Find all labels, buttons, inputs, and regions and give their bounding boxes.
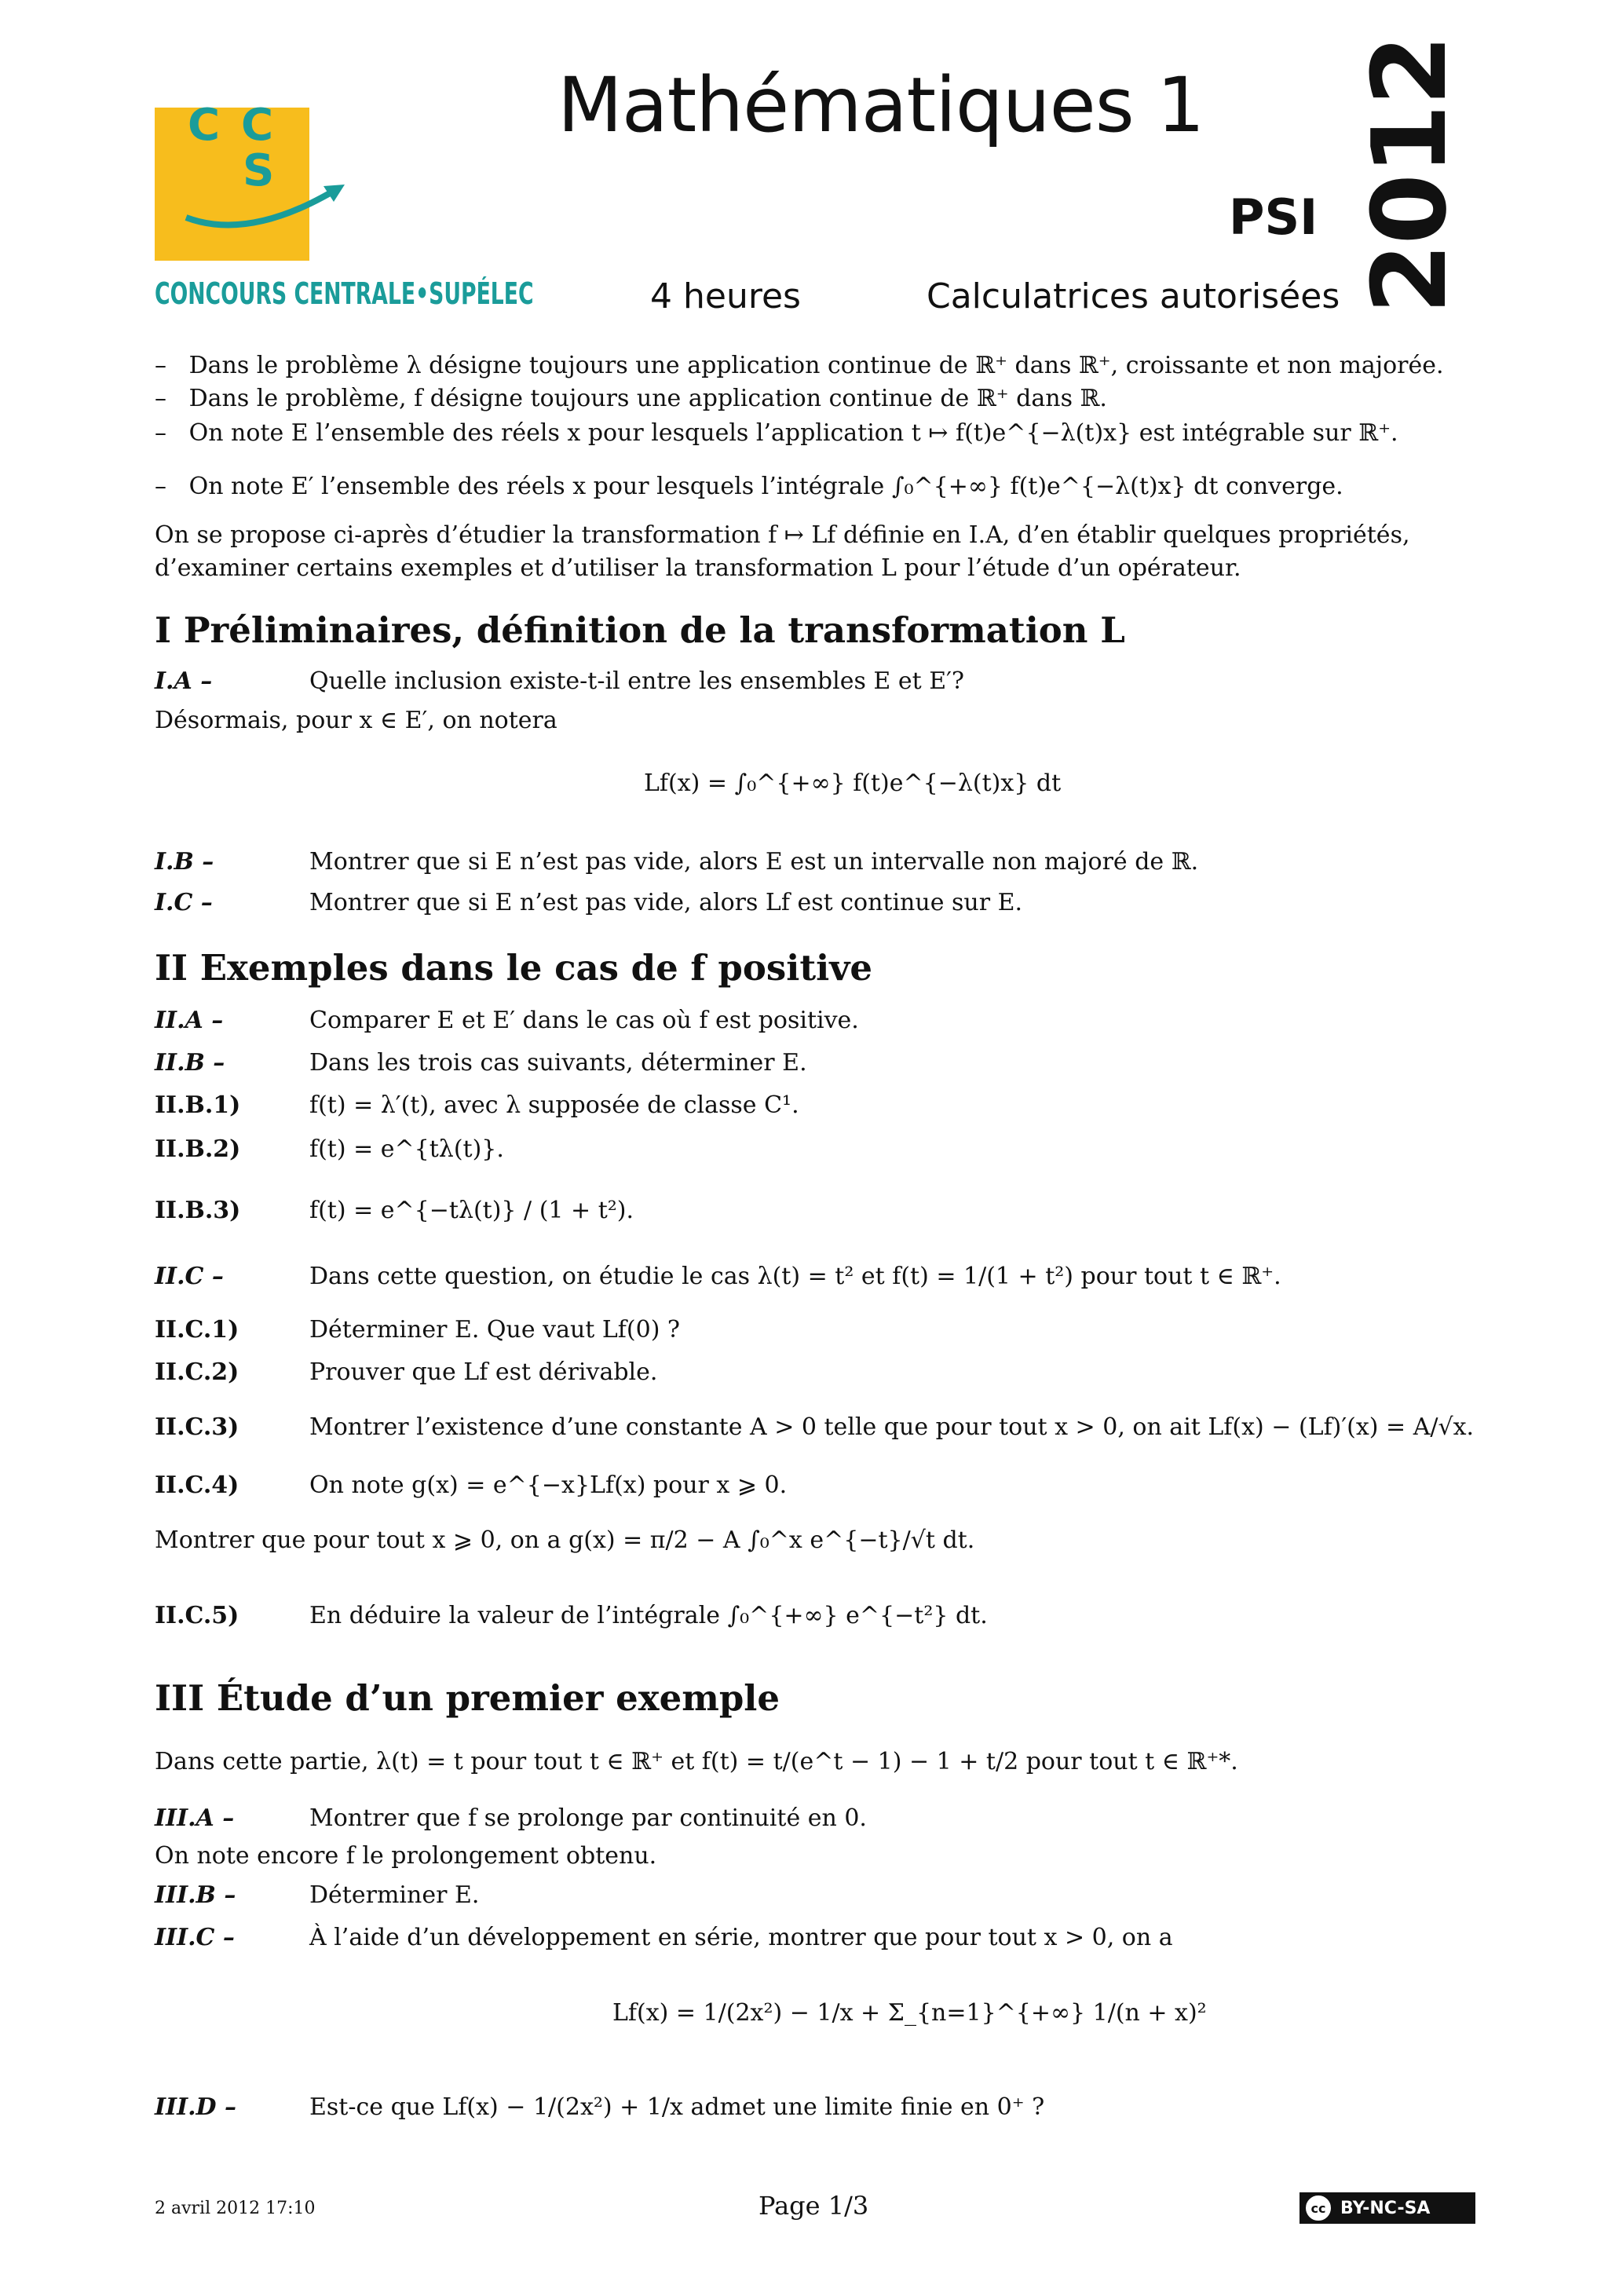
question-IIIB-text: Déterminer E. <box>309 1881 480 1909</box>
question-IIB3-text: f(t) = e^{−tλ(t)} / (1 + t²). <box>309 1197 634 1224</box>
question-IIB2-text: f(t) = e^{tλ(t)}. <box>309 1135 504 1163</box>
section-3-intro: Dans cette partie, λ(t) = t pour tout t ∈ ℝ⁺ et f(t) = t/(e^t − 1) − 1 + t/2 pour tout t ∈ ℝ⁺*. <box>155 1748 1238 1775</box>
logo <box>155 100 309 261</box>
question-IC-label: I.C – <box>155 889 213 916</box>
question-IIC5-label: II.C.5) <box>155 1602 239 1629</box>
track-label: PSI <box>1229 188 1318 246</box>
question-IA-label: I.A – <box>155 667 213 695</box>
question-IIB3-label: II.B.3) <box>155 1197 241 1224</box>
question-IIIA-note: On note encore f le prolongement obtenu. <box>155 1842 657 1870</box>
question-IB-text: Montrer que si E n’est pas vide, alors E est un intervalle non majoré de ℝ. <box>309 848 1199 876</box>
intro-bullet-2: – Dans le problème, f désigne toujours une application continue de ℝ⁺ dans ℝ. <box>155 385 1107 412</box>
page-title: Mathématiques 1 <box>557 61 1204 149</box>
intro-bullet-4-text: On note E′ l’ensemble des réels x pour lesquels l’intégrale ∫₀^{+∞} f(t)e^{−λ(t)x} dt converge. <box>188 473 1343 500</box>
question-IIC3-label: II.C.3) <box>155 1413 239 1441</box>
question-IC-text: Montrer que si E n’est pas vide, alors Lf est continue sur E. <box>309 889 1023 916</box>
question-IIB-label: II.B – <box>155 1049 225 1077</box>
question-IIC3-text: Montrer l’existence d’une constante A > 0 telle que pour tout x > 0, on ait Lf(x) − (Lf)′(x) = A/√x. <box>309 1413 1475 1441</box>
logo-letter-s: S <box>243 145 275 196</box>
question-IIIA-label: III.A – <box>155 1804 235 1832</box>
question-IB-label: I.B – <box>155 848 214 876</box>
section-1-heading: I Préliminaires, définition de la transformation L <box>155 609 1125 651</box>
definition-Lf: Lf(x) = ∫₀^{+∞} f(t)e^{−λ(t)x} dt <box>644 770 1062 797</box>
question-IIC1-label: II.C.1) <box>155 1316 239 1344</box>
question-IIC1-text: Déterminer E. Que vaut Lf(0) ? <box>309 1316 681 1344</box>
question-IIA-label: II.A – <box>155 1007 224 1034</box>
logo-letter-c1: C <box>188 100 221 151</box>
question-IIIA-text: Montrer que f se prolonge par continuité en 0. <box>309 1804 867 1832</box>
logo-letter-c2: C <box>241 100 274 151</box>
question-IIC4-text: On note g(x) = e^{−x}Lf(x) pour x ⩾ 0. <box>309 1472 788 1499</box>
intro-paragraph-line-1: On se propose ci-après d’étudier la transformation f ↦ Lf définie en I.A, d’en établir quelques propriétés, <box>155 521 1410 549</box>
calculators-note: Calculatrices autorisées <box>927 276 1340 316</box>
intro-bullet-3: – On note E l’ensemble des réels x pour lesquels l’application t ↦ f(t)e^{−λ(t)x} est intégrable sur ℝ⁺. <box>155 419 1398 447</box>
year <box>1350 36 1500 314</box>
license-badge <box>1299 2192 1475 2224</box>
section-3-heading: III Étude d’un premier exemple <box>155 1677 780 1719</box>
question-IIIC-text: À l’aide d’un développement en série, montrer que pour tout x > 0, on a <box>309 1924 1173 1951</box>
intro-bullet-1: – Dans le problème λ désigne toujours une application continue de ℝ⁺ dans ℝ⁺, croissante et non majorée. <box>155 352 1444 379</box>
question-IIC2-text: Prouver que Lf est dérivable. <box>309 1358 658 1386</box>
question-IA-note: Désormais, pour x ∈ E′, on notera <box>155 707 557 734</box>
year-text: 2012 <box>1350 36 1469 314</box>
series-formula: Lf(x) = 1/(2x²) − 1/x + Σ_{n=1}^{+∞} 1/(n + x)² <box>612 1999 1207 2027</box>
question-IIID-text: Est-ce que Lf(x) − 1/(2x²) + 1/x admet une limite finie en 0⁺ ? <box>309 2093 1045 2121</box>
license-text: BY-NC-SA <box>1340 2198 1431 2218</box>
question-IIB1-label: II.B.1) <box>155 1091 241 1119</box>
question-IIC-label: II.C – <box>155 1263 224 1290</box>
question-IIA-text: Comparer E et E′ dans le cas où f est positive. <box>309 1007 859 1034</box>
question-IIB-text: Dans les trois cas suivants, déterminer E. <box>309 1049 807 1077</box>
logo-text: CONCOURS CENTRALE•SUPÉLEC <box>155 276 534 311</box>
question-IIC4-followup: Montrer que pour tout x ⩾ 0, on a g(x) = π/2 − A ∫₀^x e^{−t}/√t dt. <box>155 1526 975 1554</box>
section-2-heading: II Exemples dans le cas de f positive <box>155 947 872 989</box>
page-number: Page 1/3 <box>758 2191 869 2221</box>
question-IIC2-label: II.C.2) <box>155 1358 239 1386</box>
question-IIIC-label: III.C – <box>155 1924 235 1951</box>
question-IIB1-text: f(t) = λ′(t), avec λ supposée de classe C¹. <box>309 1091 799 1119</box>
question-IIC4-label: II.C.4) <box>155 1472 239 1499</box>
footer-date: 2 avril 2012 17:10 <box>155 2199 316 2218</box>
intro-bullet-2-text: Dans le problème, f désigne toujours une application continue de ℝ⁺ dans ℝ. <box>188 385 1107 412</box>
question-IIC5-text: En déduire la valeur de l’intégrale ∫₀^{+∞} e^{−t²} dt. <box>309 1602 988 1629</box>
question-IIC-text: Dans cette question, on étudie le cas λ(t) = t² et f(t) = 1/(1 + t²) pour tout t ∈ ℝ⁺. <box>309 1263 1281 1290</box>
question-IIB2-label: II.B.2) <box>155 1135 241 1163</box>
question-IA-text: Quelle inclusion existe-t-il entre les ensembles E et E′? <box>309 667 964 695</box>
intro-bullet-1-text: Dans le problème λ désigne toujours une application continue de ℝ⁺ dans ℝ⁺, croissante et non majorée. <box>188 352 1444 379</box>
intro-bullet-3-text: On note E l’ensemble des réels x pour lesquels l’application t ↦ f(t)e^{−λ(t)x} est intégrable sur ℝ⁺. <box>188 419 1398 447</box>
logo-arrow-icon <box>155 108 359 261</box>
question-IIID-label: III.D – <box>155 2093 237 2121</box>
creative-commons-icon: cc <box>1304 2194 1332 2222</box>
duration: 4 heures <box>650 276 801 316</box>
intro-paragraph-line-2: d’examiner certains exemples et d’utiliser la transformation L pour l’étude d’un opérateur. <box>155 554 1241 582</box>
question-IIIB-label: III.B – <box>155 1881 236 1909</box>
intro-bullet-4: – On note E′ l’ensemble des réels x pour lesquels l’intégrale ∫₀^{+∞} f(t)e^{−λ(t)x} dt converge. <box>155 473 1343 500</box>
